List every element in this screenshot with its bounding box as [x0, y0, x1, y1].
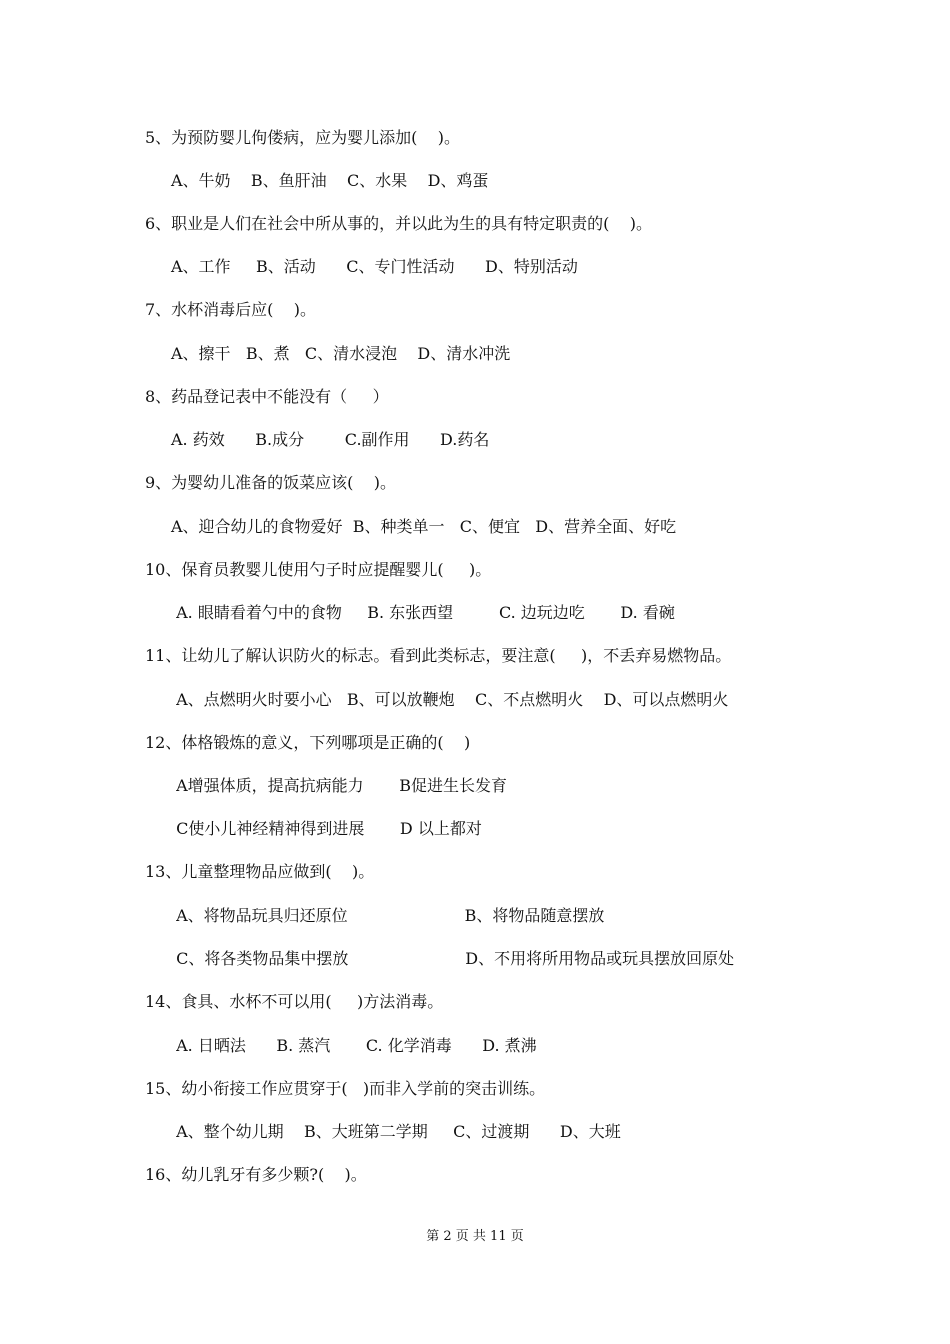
question-6: 6、职业是人们在社会中所从事的，并以此为生的具有特定职责的( )。: [145, 214, 653, 233]
question-11: 11、让幼儿了解认识防火的标志。看到此类标志，要注意( )，不丢弃易燃物品。: [145, 646, 732, 665]
question-6-options: A、工作 B、活动 C、专门性活动 D、特别活动: [171, 257, 578, 276]
page-number-footer: 第 2 页 共 11 页: [426, 1229, 524, 1244]
question-8-options: A. 药效 B.成分 C.副作用 D.药名: [171, 430, 490, 449]
question-11-options: A、点燃明火时要小心 B、可以放鞭炮 C、不点燃明火 D、可以点燃明火: [171, 690, 729, 709]
question-13-options-row-1: A、将物品玩具归还原位 B、将物品随意摆放: [171, 906, 605, 925]
question-9-options: A、迎合幼儿的食物爱好 B、种类单一 C、便宜 D、营养全面、好吃: [171, 517, 677, 536]
question-14-options: A. 日晒法 B. 蒸汽 C. 化学消毒 D. 煮沸: [171, 1036, 537, 1055]
question-13: 13、儿童整理物品应做到( )。: [145, 862, 375, 881]
question-14: 14、食具、水杯不可以用( )方法消毒。: [145, 992, 444, 1011]
question-15-options: A、整个幼儿期 B、大班第二学期 C、过渡期 D、大班: [171, 1122, 621, 1141]
question-7-options: A、擦干 B、煮 C、清水浸泡 D、清水冲洗: [171, 344, 511, 363]
question-12: 12、体格锻炼的意义，下列哪项是正确的( ): [145, 733, 471, 752]
question-10: 10、保育员教婴儿使用勺子时应提醒婴儿( )。: [145, 560, 492, 579]
question-12-options-row-2: C使小儿神经精神得到进展 D 以上都对: [171, 819, 482, 838]
question-10-options: A. 眼睛看着勺中的食物 B. 东张西望 C. 边玩边吃 D. 看碗: [171, 603, 675, 622]
question-5: 5、为预防婴儿佝偻病，应为婴儿添加( )。: [145, 128, 461, 147]
question-5-options: A、牛奶 B、鱼肝油 C、水果 D、鸡蛋: [171, 171, 489, 190]
question-12-options-row-1: A增强体质，提高抗病能力 B促进生长发育: [171, 776, 508, 795]
question-9: 9、为婴幼儿准备的饭菜应该( )。: [145, 473, 397, 492]
question-7: 7、水杯消毒后应( )。: [145, 300, 317, 319]
question-8: 8、药品登记表中不能没有（ ）: [145, 387, 389, 406]
question-13-options-row-2: C、将各类物品集中摆放 D、不用将所用物品或玩具摆放回原处: [171, 949, 735, 968]
question-16: 16、幼儿乳牙有多少颗?( )。: [145, 1165, 367, 1184]
question-15: 15、幼小衔接工作应贯穿于( )而非入学前的突击训练。: [145, 1079, 546, 1098]
